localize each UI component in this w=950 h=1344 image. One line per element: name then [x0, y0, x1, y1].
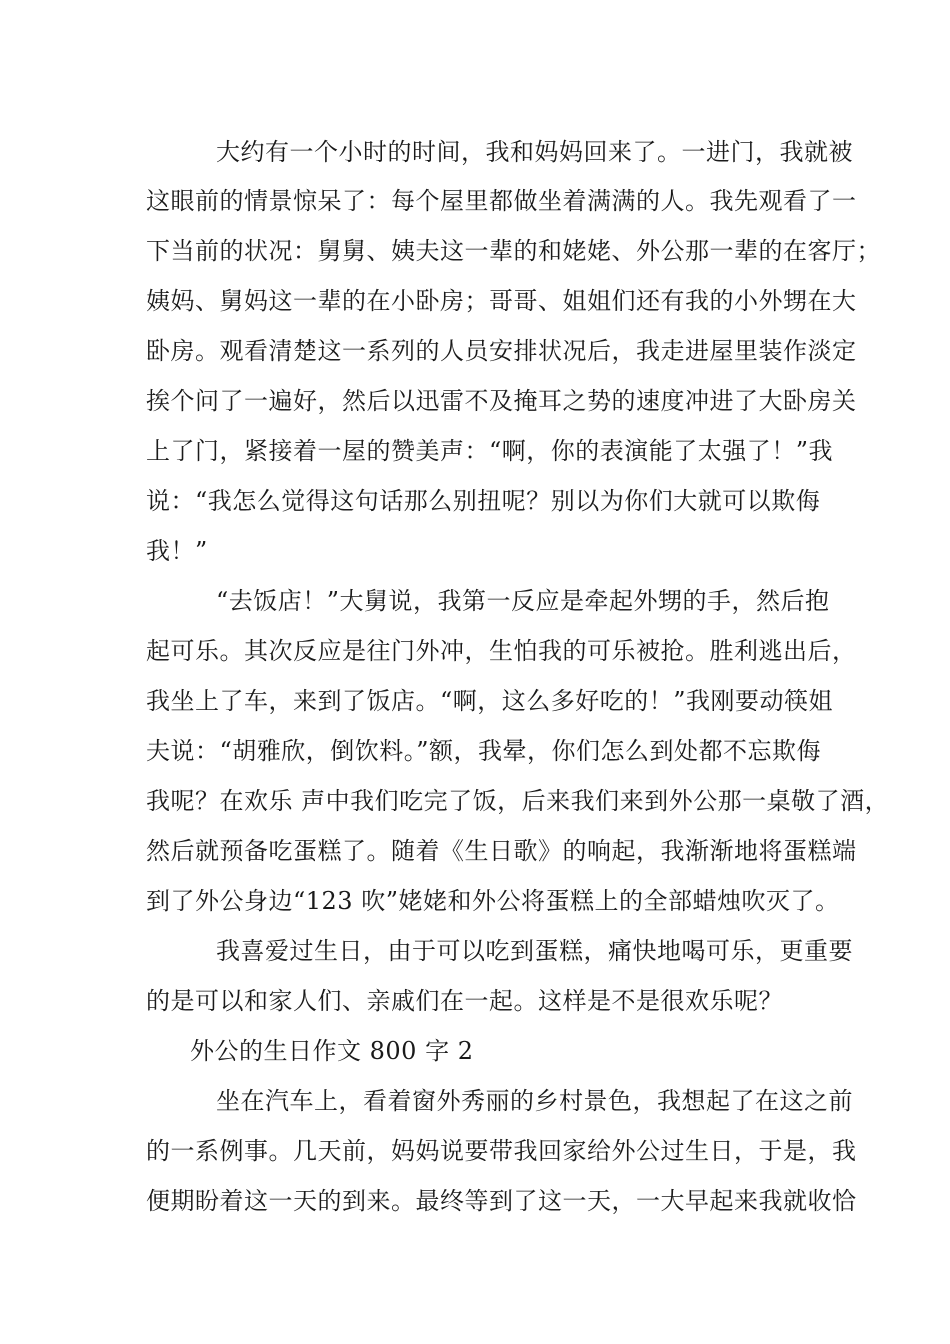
- paragraph-2-line-2: 起可乐。其次反应是往门外冲，生怕我的可乐被抢。胜利逃出后，: [146, 637, 857, 665]
- paragraph-1-line-9: 我！”: [146, 537, 208, 565]
- paragraph-2-line-1: “去饭店！”大舅说，我第一反应是牵起外甥的手，然后抱: [216, 587, 830, 615]
- paragraph-1-line-2: 这眼前的情景惊呆了：每个屋里都做坐着满满的人。我先观看了一: [146, 187, 857, 215]
- paragraph-2-line-5: 我呢？在欢乐 声中我们吃完了饭，后来我们来到外公那一桌敬了酒，: [146, 787, 890, 815]
- paragraph-3-line-1: 我喜爱过生日，由于可以吃到蛋糕，痛快地喝可乐，更重要: [216, 937, 853, 965]
- paragraph-3-line-2: 的是可以和家人们、亲戚们在一起。这样是不是很欢乐呢？: [146, 987, 783, 1015]
- paragraph-1-line-8: 说：“我怎么觉得这句话那么别扭呢？别以为你们大就可以欺侮: [146, 487, 821, 515]
- paragraph-4-line-3: 便期盼着这一天的到来。最终等到了这一天，一大早起来我就收恰: [146, 1187, 857, 1215]
- paragraph-1-line-3: 下当前的状况：舅舅、姨夫这一辈的和姥姥、外公那一辈的在客厅；: [146, 237, 881, 265]
- section-heading: 外公的生日作文 800 字 2: [190, 1037, 474, 1065]
- paragraph-1-line-4: 姨妈、舅妈这一辈的在小卧房；哥哥、姐姐们还有我的小外甥在大: [146, 287, 857, 315]
- paragraph-1-line-7: 上了门，紧接着一屋的赞美声：“啊，你的表演能了太强了！”我: [146, 437, 834, 465]
- paragraph-2-line-4: 夫说：“胡雅欣，倒饮料。”额，我晕，你们怎么到处都不忘欺侮: [146, 737, 822, 765]
- paragraph-2-line-7: 到了外公身边“123 吹”姥姥和外公将蛋糕上的全部蜡烛吹灭了。: [146, 887, 840, 915]
- paragraph-2-line-3: 我坐上了车，来到了饭店。“啊，这么多好吃的！”我刚要动筷姐: [146, 687, 834, 715]
- paragraph-1-line-5: 卧房。观看清楚这一系列的人员安排状况后，我走进屋里装作淡定: [146, 337, 857, 365]
- paragraph-4-line-1: 坐在汽车上，看着窗外秀丽的乡村景色，我想起了在这之前: [216, 1087, 853, 1115]
- paragraph-2-line-6: 然后就预备吃蛋糕了。随着《生日歌》的响起，我渐渐地将蛋糕端: [146, 837, 857, 865]
- paragraph-1-line-6: 挨个问了一遍好，然后以迅雷不及掩耳之势的速度冲进了大卧房关: [146, 387, 857, 415]
- paragraph-1-line-1: 大约有一个小时的时间，我和妈妈回来了。一进门，我就被: [216, 138, 853, 166]
- paragraph-4-line-2: 的一系例事。几天前，妈妈说要带我回家给外公过生日，于是，我: [146, 1137, 857, 1165]
